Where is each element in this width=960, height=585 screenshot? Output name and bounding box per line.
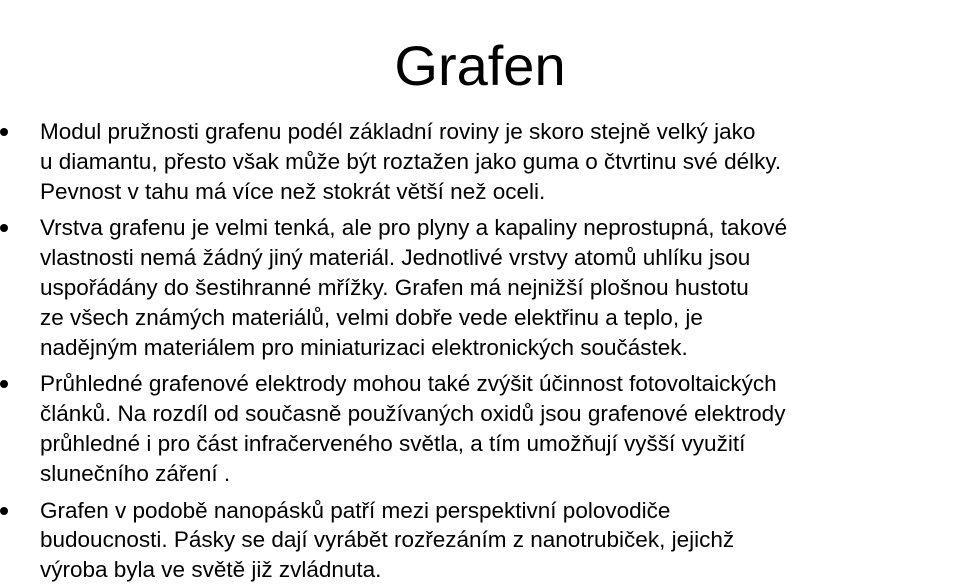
- bullet-text-line: článků. Na rozdíl od současně používaných oxidů jsou grafenové elektrody: [40, 401, 786, 427]
- bullet-list: [40, 117, 960, 585]
- bullet-icon: [0, 380, 8, 388]
- bullet-text-line: výroba byla ve světě již zvládnuta.: [40, 557, 382, 583]
- bullet-text-line: průhledné i pro část infračerveného světla, a tím umožňují vyšší využití: [40, 430, 746, 456]
- bullet-text-line: slunečního záření .: [40, 460, 231, 486]
- bullet-item: [40, 117, 960, 206]
- bullet-text-line: Průhledné grafenové elektrody mohou také zvýšit účinnost fotovoltaických: [40, 371, 777, 397]
- bullet-text-line: Grafen v podobě nanopásků patří mezi perspektivní polovodiče: [40, 497, 671, 523]
- slide-title: Grafen: [394, 33, 566, 97]
- bullet-text-line: budoucnosti. Pásky se dají vyrábět rozřezáním z nanotrubiček, jejichž: [40, 527, 735, 553]
- bullet-item: [40, 213, 960, 362]
- bullet-text-line: u diamantu, přesto však může být roztažen jako guma o čtvrtinu své délky.: [40, 148, 782, 174]
- bullet-icon: [0, 128, 8, 136]
- bullet-text-line: Vrstva grafenu je velmi tenká, ale pro plyny a kapaliny neprostupná, takové: [40, 215, 788, 241]
- bullet-text-line: uspořádány do šestihranné mřížky. Grafen má nejnižší plošnou hustotu: [40, 274, 749, 300]
- bullet-item: [40, 369, 960, 488]
- bullet-text-line: ze všech známých materiálů, velmi dobře vede elektřinu a teplo, je: [40, 304, 703, 330]
- bullet-text-line: vlastnosti nemá žádný jiný materiál. Jednotlivé vrstvy atomů uhlíku jsou: [40, 245, 751, 271]
- bullet-icon: [0, 224, 8, 232]
- bullet-item: [40, 496, 960, 585]
- bullet-text-line: nadějným materiálem pro miniaturizaci elektronických součástek.: [40, 334, 688, 360]
- bullet-text-line: Pevnost v tahu má více než stokrát větší než oceli.: [40, 178, 546, 204]
- bullet-icon: [0, 507, 8, 515]
- bullet-text-line: Modul pružnosti grafenu podél základní roviny je skoro stejně velký jako: [40, 119, 756, 144]
